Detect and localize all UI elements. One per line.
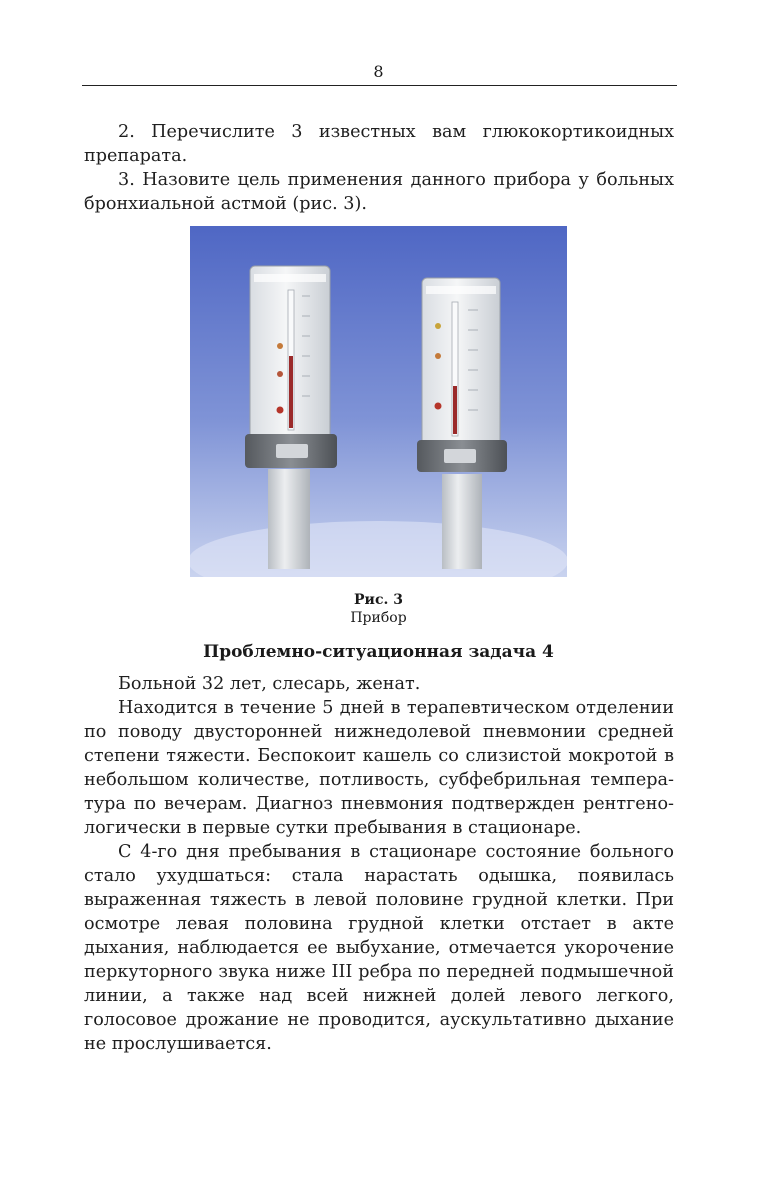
task-body [84, 672, 674, 1056]
task-title: Проблемно-ситуационная задача 4 [203, 642, 554, 662]
question-2: 2. Перечислите 3 известных вам глюкокортикоидных препарата. [84, 122, 674, 166]
page-number: 8 [373, 62, 384, 81]
task-paragraph-1: Больной 32 лет, слесарь, женат. [118, 674, 421, 694]
peak-flow-meters-photo [190, 226, 567, 577]
questions-block [84, 120, 674, 216]
figure-peak-flow-meters [190, 226, 567, 577]
header-rule [82, 85, 677, 86]
task-paragraph-3: С 4-го дня пребывания в стационаре состояние больного стало ухудшаться: стала нарастать одышка, появилась выраженная тяжесть в левой половине грудной клетки. При осмотре левая половина грудной клетки отстает в акте дыхания, наблюдается ее выбухание, отмечается укорочение перкуторного звука ниже III ребра по передней подмышечной линии, а также над всей нижней долей левого легкого, голосовое дрожание не проводится, аускультативно дыхание не прослушивается. [84, 842, 674, 1054]
question-3: 3. Назовите цель применения данного прибора у больных бронхиальной астмой (рис. 3). [84, 170, 674, 214]
task-paragraph-2: Находится в течение 5 дней в терапевтическом отделении по поводу двусторонней нижнедолевой пневмонии средней степени тяжести. Беспокоит кашель со слизистой мокротой в небольшом количестве, потливость, субфебрильная температура по вечерам. Диагноз пневмония подтвержден рентгенологически в первые сутки пребывания в стационаре. [84, 698, 674, 838]
figure-label: Рис. 3 [354, 592, 403, 608]
figure-caption: Прибор [350, 610, 407, 626]
